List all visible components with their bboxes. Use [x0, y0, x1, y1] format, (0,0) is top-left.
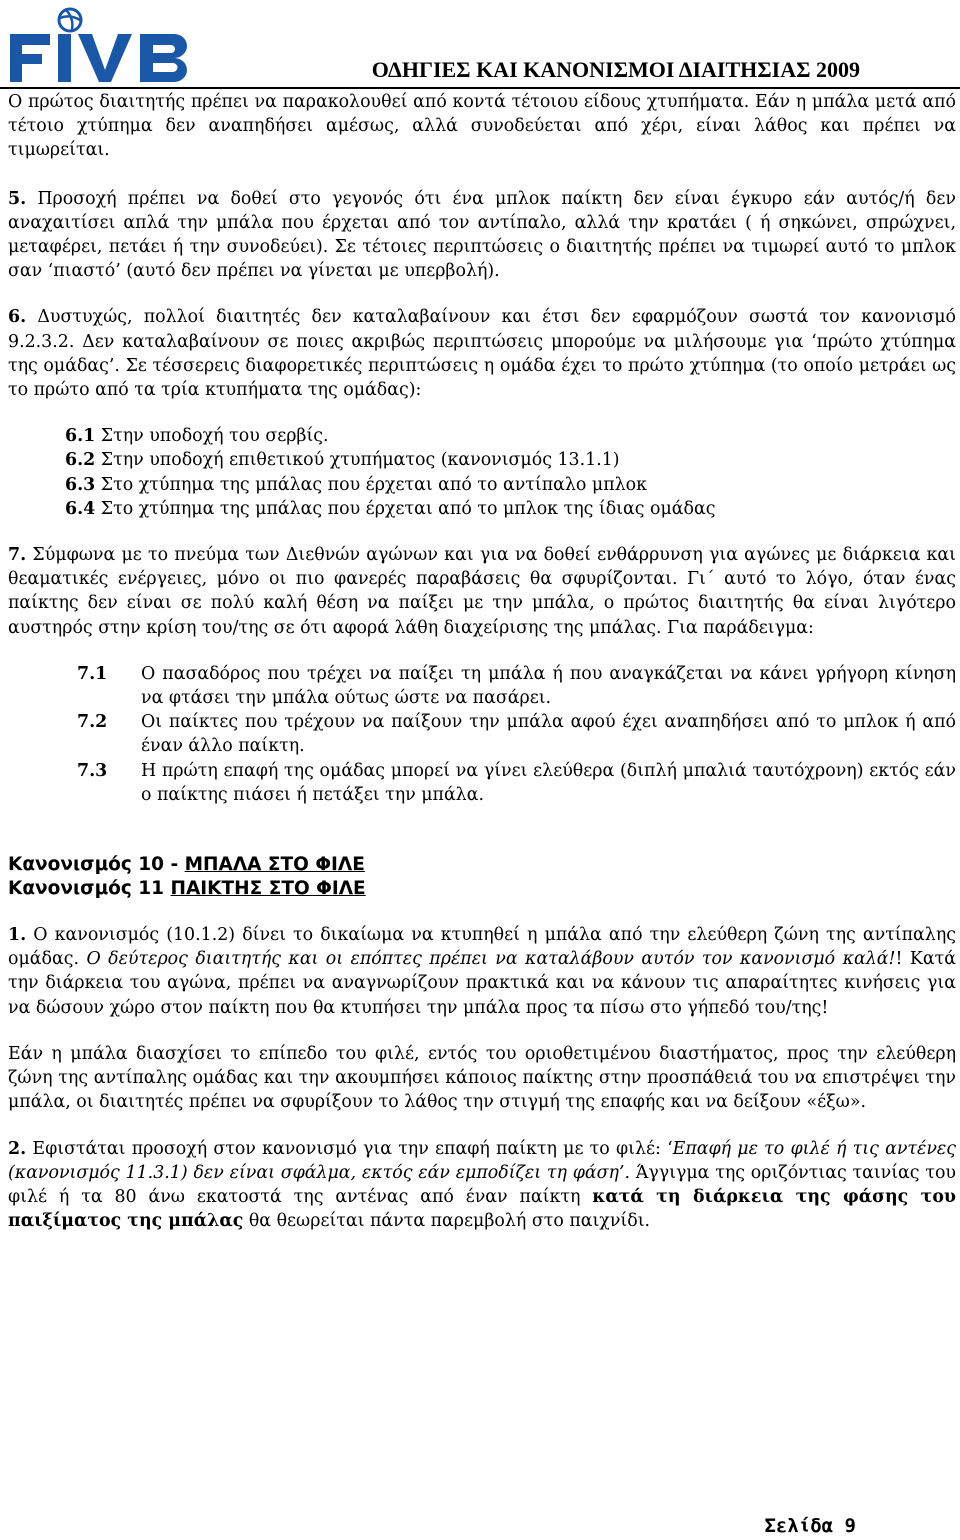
list-item: 6.2 Στην υποδοχή επιθετικού χτυπήματος (κανονισμός 13.1.1) — [65, 450, 620, 471]
section-1-paragraph: 1. Ο κανονισμός (10.1.2) δίνει το δικαίωμα να κτυπηθεί η μπάλα από την ελεύθερη ζώνη της αντίπαλης ομάδας. Ο δεύτερος διαιτητής και οι επόπτες πρέπει να καταλάβουν αυτόν τον κανονισμό καλά!! Κατά την διάρκεια του αγώνα, πρέπει να αναγνωρίζουν πρακτικά και να κάνουν τις απαραίτητες κινήσεις για να δώσουν χώρο στον παίκτη που θα κτυπήσει την μπάλα προς τα πίσω στο γήπεδό του/της! — [8, 925, 957, 1018]
list-item: 7.3 Η πρώτη επαφή της ομάδας μπορεί να γίνει ελεύθερα (διπλή μπαλιά ταυτόχρονη) εκτός εάν ο παίκτης πιάσει ή πετάξει την μπάλα. — [77, 760, 956, 805]
paragraph-7 — [8, 543, 956, 640]
page-header — [0, 0, 960, 90]
paragraph-number: 7. — [8, 545, 27, 566]
paragraph-5 — [8, 187, 956, 284]
paragraph-text: Προσοχή πρέπει να δοθεί στο γεγονός ότι ένα μπλοκ παίκτη δεν είναι έγκυρο εάν αυτός/ή δεν αναχαιτίσει απλά την μπάλα που έρχεται από τον αντίπαλο, αλλά την κρατάει ( ή σηκώνει, σπρώχνει, μεταφέρει, πετάει ή την συνοδεύει). Σε τέτοιες περιπτώσεις ο διαιτητής πρέπει να τιμωρεί αυτό το μπλοκ σαν ‘πιαστό’ (αυτό δεν πρέπει να γίνεται με υπερβολή). — [8, 188, 956, 282]
header-divider — [0, 87, 960, 89]
section-2-paragraph: 2. Εφιστάται προσοχή στον κανονισμό για την επαφή παίκτη με το φιλέ: ‘Επαφή με το φιλέ ή τις αντένες (κανονισμός 11.3.1) δεν είναι σφάλμα, εκτός εάν εμποδίζει τη φάση’. Άγγιγμα της οριζόντιας ταινίας του φιλέ ή τα 80 άνω εκατοστά της αντένας από έναν παίκτη κατά τη διάρκεια της φάσης του παιξίματος της μπάλας θα θεωρείται πάντα παρεμβολή στο παιχνίδι. — [8, 1138, 956, 1232]
list-item: 6.3 Στο χτύπημα της μπάλας που έρχεται από το αντίπαλο μπλοκ — [65, 474, 648, 495]
list-item: 7.2 Οι παίκτες που τρέχουν να παίξουν την μπάλα αφού έχει αναπηδήσει από το μπλοκ ή από έναν άλλο παίκτη. — [77, 712, 956, 757]
page-number: Σελίδα 9 — [764, 1515, 856, 1537]
intro-paragraph: Ο πρώτος διαιτητής πρέπει να παρακολουθεί από κοντά τέτοιου είδους χτυπήματα. Εάν η μπάλα μετά από τέτοιο χτύπημα δεν αναπηδήσει αμέσως, αλλά συνοδεύεται από χέρι, είναι λάθος και πρέπει να τιμωρείται. — [8, 92, 956, 161]
list-item: 7.1 Ο πασαδόρος που τρέχει να παίξει τη μπάλα ή που αναγκάζεται να κάνει γρήγορη κίνηση να φτάσει την μπάλα ούτως ώστε να πασάρει. — [77, 663, 956, 709]
list-6 — [65, 424, 956, 521]
document-title: ΟΔΗΓΙΕΣ ΚΑΙ ΚΑΝΟΝΙΣΜΟΙ ΔΙΑΙΤΗΣΙΑΣ 2009 — [371, 57, 860, 82]
paragraph-6 — [8, 305, 956, 402]
list-item: 6.1 Στην υποδοχή του σερβίς. — [65, 426, 329, 447]
document-body — [8, 90, 956, 1233]
paragraph-text: Δυστυχώς, πολλοί διαιτητές δεν καταλαβαίνουν και έτσι δεν εφαρμόζουν σωστά τον κανονισμό 9.2.3.2. Δεν καταλαβαίνουν σε ποιες ακριβώς περιπτώσεις μπορούμε να μιλήσουμε για ‘πρώτο χτύπημα της ομάδας’. Σε τέσσερεις διαφορετικές περιπτώσεις η ομάδα έχει το πρώτο χτύπημα (το οποίο μετράει ως το πρώτο από τα τρία κτυπήματα της ομάδας): — [8, 307, 956, 401]
rule-11-heading: Κανονισμός 11 ΠΑΙΚΤΗΣ ΣΤΟ ΦΙΛΕ — [8, 878, 366, 900]
section-1-second-paragraph: Εάν η μπάλα διασχίσει το επίπεδο του φιλέ, εντός του οριοθετιμένου διαστήματος, προς την ελεύθερη ζώνη της αντίπαλης ομάδας και την ακουμπήσει κάποιος παίκτης στην προσπάθειά του να επιστρέψει την μπάλα, οι διαιτητές πρέπει να σφυρίξουν το λάθος την στιγμή της επαφής και να δείξουν «έξω». — [8, 1043, 956, 1113]
list-7 — [77, 662, 956, 807]
fivb-logo — [8, 6, 203, 86]
paragraph-number: 5. — [8, 188, 27, 209]
paragraph-number: 6. — [8, 307, 27, 328]
list-item: 6.4 Στο χτύπημα της μπάλας που έρχεται από το μπλοκ της ίδιας ομάδας — [65, 498, 716, 519]
paragraph-text: Σύμφωνα με το πνεύμα των Διεθνών αγώνων και για να δοθεί ενθάρρυνση για αγώνες με διάρκεια και θεαματικές ενέργειες, μόνο οι πιο φανερές παραβάσεις θα σφυρίζονται. Γι΄ αυτό το λόγο, όταν ένας παίκτης δεν είναι σε πολύ καλή θέση να παίξει με την μπάλα, ο πρώτος διαιτητής θα είναι λιγότερο αυστηρός στην κρίση του/της σε ότι αφορά λάθη διαχείρισης της μπάλας. Για παράδειγμα: — [8, 545, 956, 638]
rule-10-heading: Κανονισμός 10 - ΜΠΑΛΑ ΣΤΟ ΦΙΛΕ — [8, 854, 365, 876]
